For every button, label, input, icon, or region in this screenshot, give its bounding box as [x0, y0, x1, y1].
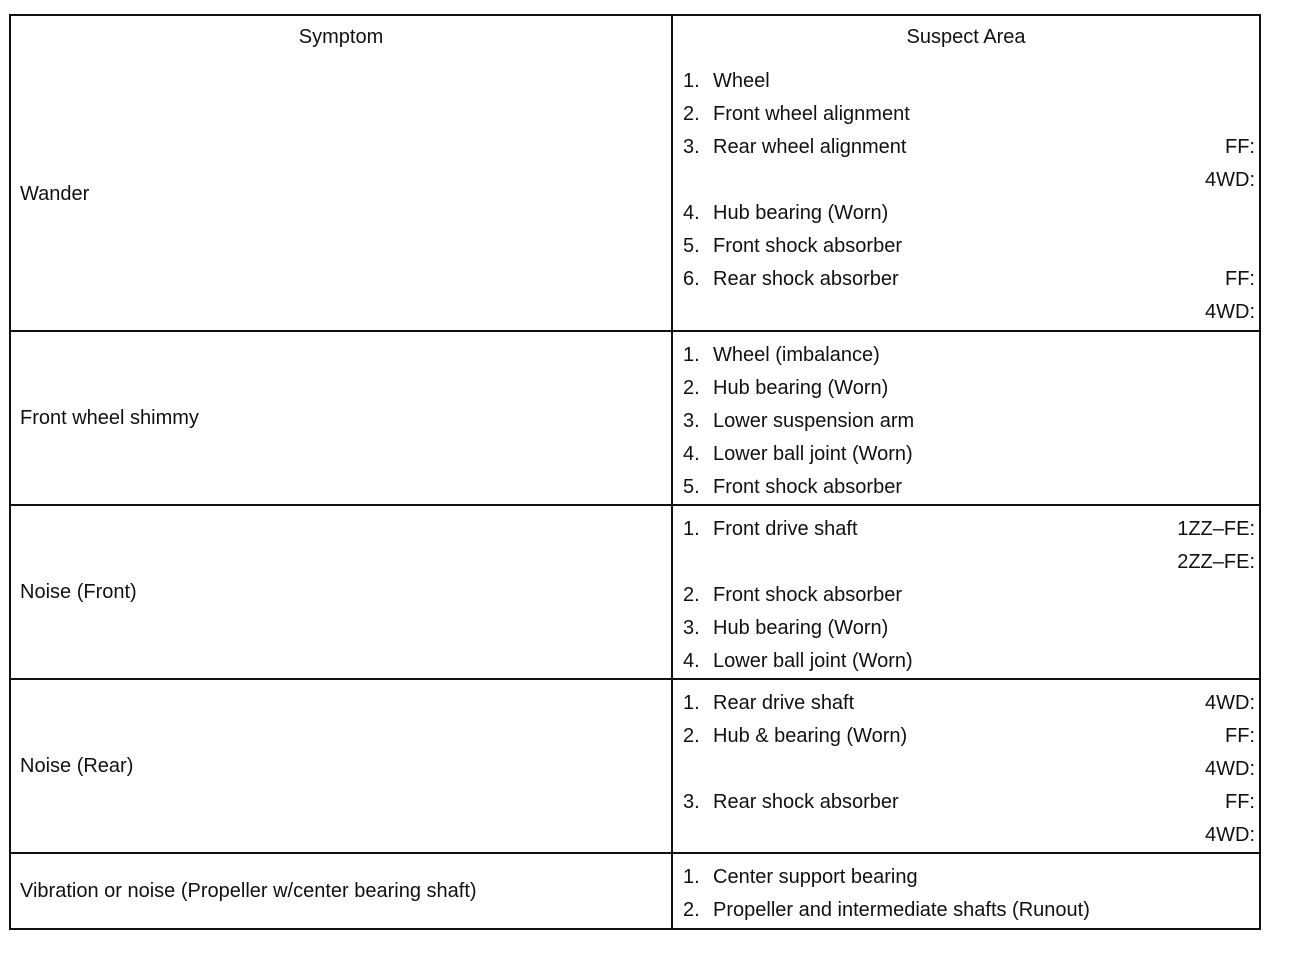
suspect-area-cell [673, 854, 1259, 928]
suspect-line [683, 866, 1255, 899]
suspect-line [683, 268, 1255, 301]
item-number: 2. [683, 584, 700, 606]
item-number: 3. [683, 791, 700, 813]
table-row [11, 504, 1259, 678]
symptom-cell: Noise (Rear) [11, 680, 673, 852]
item-number: 2. [683, 725, 700, 747]
item-text: Lower ball joint (Worn) [713, 650, 913, 672]
item-note: 4WD: [1205, 169, 1255, 191]
item-text: Hub & bearing (Worn) [713, 725, 908, 747]
suspect-line [683, 899, 1255, 932]
suspect-area-cell [673, 332, 1259, 504]
item-number: 3. [683, 136, 700, 158]
suspect-area-cell [673, 506, 1259, 678]
suspect-line [683, 202, 1255, 235]
suspect-line [683, 476, 1255, 509]
suspect-line [683, 725, 1255, 758]
symptom-cell: Wander [11, 58, 673, 330]
suspect-line [683, 443, 1255, 476]
item-number: 4. [683, 202, 700, 224]
suspect-line [683, 235, 1255, 268]
item-text: Propeller and intermediate shafts (Runout) [713, 899, 1090, 921]
item-number: 4. [683, 650, 700, 672]
item-text: Front shock absorber [713, 235, 902, 257]
symptom-cell: Vibration or noise (Propeller w/center bearing shaft) [11, 854, 673, 928]
suspect-line [683, 136, 1255, 169]
suspect-line [683, 824, 1255, 857]
item-note: FF: [1225, 791, 1255, 813]
item-number: 5. [683, 476, 700, 498]
header-symptom: Symptom [11, 16, 673, 58]
table-row [11, 58, 1259, 330]
item-text: Front drive shaft [713, 518, 858, 540]
suspect-line [683, 70, 1255, 103]
suspect-line [683, 551, 1255, 584]
suspect-line [683, 692, 1255, 725]
item-number: 2. [683, 899, 700, 921]
suspect-line [683, 410, 1255, 443]
item-text: Center support bearing [713, 866, 918, 888]
item-note: FF: [1225, 268, 1255, 290]
troubleshooting-table [9, 14, 1261, 930]
suspect-area-cell [673, 58, 1259, 330]
suspect-line [683, 791, 1255, 824]
suspect-line [683, 584, 1255, 617]
header-row [11, 16, 1259, 58]
item-number: 2. [683, 377, 700, 399]
item-note: FF: [1225, 725, 1255, 747]
item-number: 3. [683, 410, 700, 432]
suspect-area-cell [673, 680, 1259, 852]
table-row [11, 852, 1259, 928]
item-text: Front shock absorber [713, 584, 902, 606]
suspect-line [683, 344, 1255, 377]
item-number: 1. [683, 518, 700, 540]
item-text: Lower suspension arm [713, 410, 915, 432]
item-note: 4WD: [1205, 301, 1255, 323]
item-note: 1ZZ–FE: [1177, 518, 1255, 540]
item-text: Wheel [713, 70, 770, 92]
item-number: 1. [683, 692, 700, 714]
item-note: 4WD: [1205, 758, 1255, 780]
item-number: 1. [683, 866, 700, 888]
suspect-line [683, 518, 1255, 551]
item-text: Rear shock absorber [713, 268, 899, 290]
item-number: 3. [683, 617, 700, 639]
item-text: Hub bearing (Worn) [713, 202, 889, 224]
suspect-line [683, 169, 1255, 202]
item-note: 2ZZ–FE: [1177, 551, 1255, 573]
item-text: Front wheel alignment [713, 103, 910, 125]
item-note: 4WD: [1205, 692, 1255, 714]
suspect-line [683, 650, 1255, 683]
item-text: Rear shock absorber [713, 791, 899, 813]
item-number: 6. [683, 268, 700, 290]
suspect-line [683, 617, 1255, 650]
item-text: Rear drive shaft [713, 692, 855, 714]
suspect-line [683, 103, 1255, 136]
item-number: 2. [683, 103, 700, 125]
item-text: Wheel (imbalance) [713, 344, 880, 366]
item-number: 1. [683, 344, 700, 366]
item-text: Hub bearing (Worn) [713, 617, 889, 639]
suspect-line [683, 758, 1255, 791]
item-text: Hub bearing (Worn) [713, 377, 889, 399]
item-text: Rear wheel alignment [713, 136, 907, 158]
suspect-line [683, 301, 1255, 334]
symptom-cell: Noise (Front) [11, 506, 673, 678]
header-suspect-area: Suspect Area [906, 25, 1026, 48]
item-number: 4. [683, 443, 700, 465]
item-text: Front shock absorber [713, 476, 902, 498]
item-text: Lower ball joint (Worn) [713, 443, 913, 465]
item-note: FF: [1225, 136, 1255, 158]
item-note: 4WD: [1205, 824, 1255, 846]
table-row [11, 330, 1259, 504]
table-row [11, 678, 1259, 852]
item-number: 5. [683, 235, 700, 257]
item-number: 1. [683, 70, 700, 92]
suspect-line [683, 377, 1255, 410]
symptom-cell: Front wheel shimmy [11, 332, 673, 504]
